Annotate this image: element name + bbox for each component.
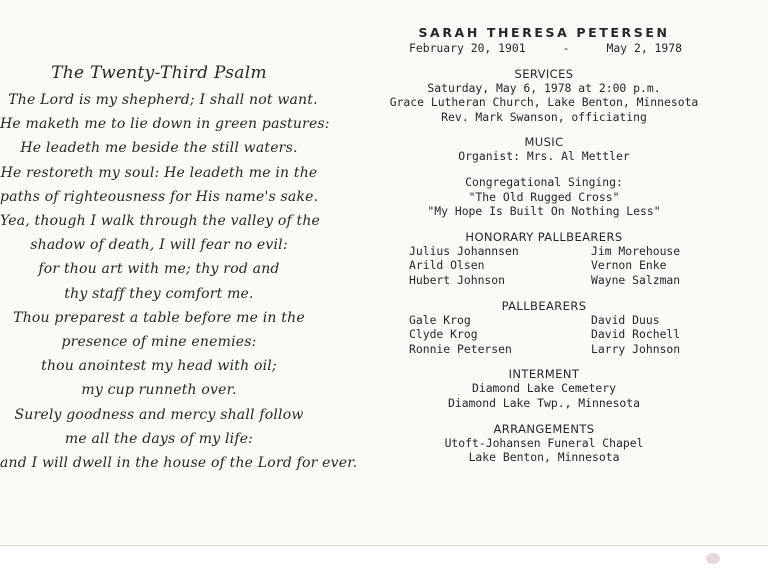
paper-stain: [706, 553, 720, 564]
pallbearers-list: [380, 313, 708, 357]
psalm-line: Surely goodness and mercy shall follow: [14, 406, 304, 423]
pallbearer-name: David Rochell: [591, 327, 681, 342]
date-separator: -: [562, 41, 570, 55]
pallbearer-name: Clyde Krog: [409, 327, 478, 342]
pallbearer-name: Larry Johnson: [591, 341, 681, 356]
psalm-line: my cup runneth over.: [81, 382, 237, 399]
birth-date: February 20, 1901: [409, 41, 526, 55]
organist: Organist: Mrs. Al Mettler: [458, 149, 630, 164]
services-line: Rev. Mark Swanson, officiating: [441, 109, 647, 124]
pallbearer-name: Hubert Johnson: [409, 272, 506, 287]
deceased-name: SARAH THERESA PETERSEN: [418, 25, 670, 40]
interment-heading: INTERMENT: [508, 367, 580, 382]
hymn: "My Hope Is Built On Nothing Less": [427, 204, 661, 219]
psalm-line: shadow of death, I will fear no evil:: [30, 237, 288, 254]
program-panel: [380, 24, 708, 465]
psalm-line: thy staff they comfort me.: [64, 285, 254, 302]
music-heading: MUSIC: [524, 135, 564, 150]
pallbearer-name: Jim Morehouse: [591, 243, 681, 258]
psalm-line: He maketh me to lie down in green pastures:: [0, 116, 330, 133]
life-dates: [380, 41, 708, 56]
interment-line: Diamond Lake Twp., Minnesota: [447, 395, 641, 410]
hymn: "The Old Rugged Cross": [468, 189, 620, 204]
arrangements-heading: ARRANGEMENTS: [493, 421, 595, 436]
psalm-line: me all the days of my life:: [64, 430, 254, 447]
honorary-pallbearers-heading: HONORARY PALLBEARERS: [465, 229, 623, 244]
arrangements-line: Utoft-Johansen Funeral Chapel: [444, 435, 644, 450]
pallbearer-name: David Duus: [591, 312, 660, 327]
pallbearer-name: Gale Krog: [409, 312, 471, 327]
services-line: Grace Lutheran Church, Lake Benton, Minnesota: [389, 95, 699, 110]
services-heading: SERVICES: [514, 66, 574, 81]
psalm-line: and I will dwell in the house of the Lord for ever.: [0, 455, 358, 472]
death-date: May 2, 1978: [606, 41, 682, 55]
pallbearer-name: Arild Olsen: [409, 258, 485, 273]
psalm-line: Yea, though I walk through the valley of the: [0, 213, 321, 230]
psalm-line: for thou art with me; thy rod and: [38, 261, 280, 278]
psalm-panel: [0, 60, 358, 475]
pallbearers-heading: PALLBEARERS: [501, 298, 587, 313]
services-line: Saturday, May 6, 1978 at 2:00 p.m.: [427, 80, 661, 95]
pallbearer-name: Ronnie Petersen: [409, 341, 512, 356]
interment-line: Diamond Lake Cemetery: [471, 381, 616, 396]
psalm-line: thou anointest my head with oil;: [41, 358, 277, 375]
psalm-title: The Twenty-Third Psalm: [51, 63, 267, 83]
psalm-line: He restoreth my soul: He leadeth me in the: [0, 164, 318, 181]
arrangements-line: Lake Benton, Minnesota: [468, 450, 620, 465]
pallbearer-name: Vernon Enke: [591, 258, 667, 273]
singing-label: Congregational Singing:: [465, 174, 623, 189]
pallbearer-name: Wayne Salzman: [591, 272, 681, 287]
psalm-line: paths of righteousness for His name's sake.: [0, 188, 319, 205]
honorary-pallbearers-list: [380, 244, 708, 288]
pallbearer-name: Julius Johannsen: [409, 243, 519, 258]
psalm-line: The Lord is my shepherd; I shall not want.: [8, 92, 318, 108]
psalm-line: He leadeth me beside the still waters.: [20, 140, 298, 157]
psalm-line: presence of mine enemies:: [61, 334, 257, 351]
psalm-line: Thou preparest a table before me in the: [13, 309, 305, 326]
